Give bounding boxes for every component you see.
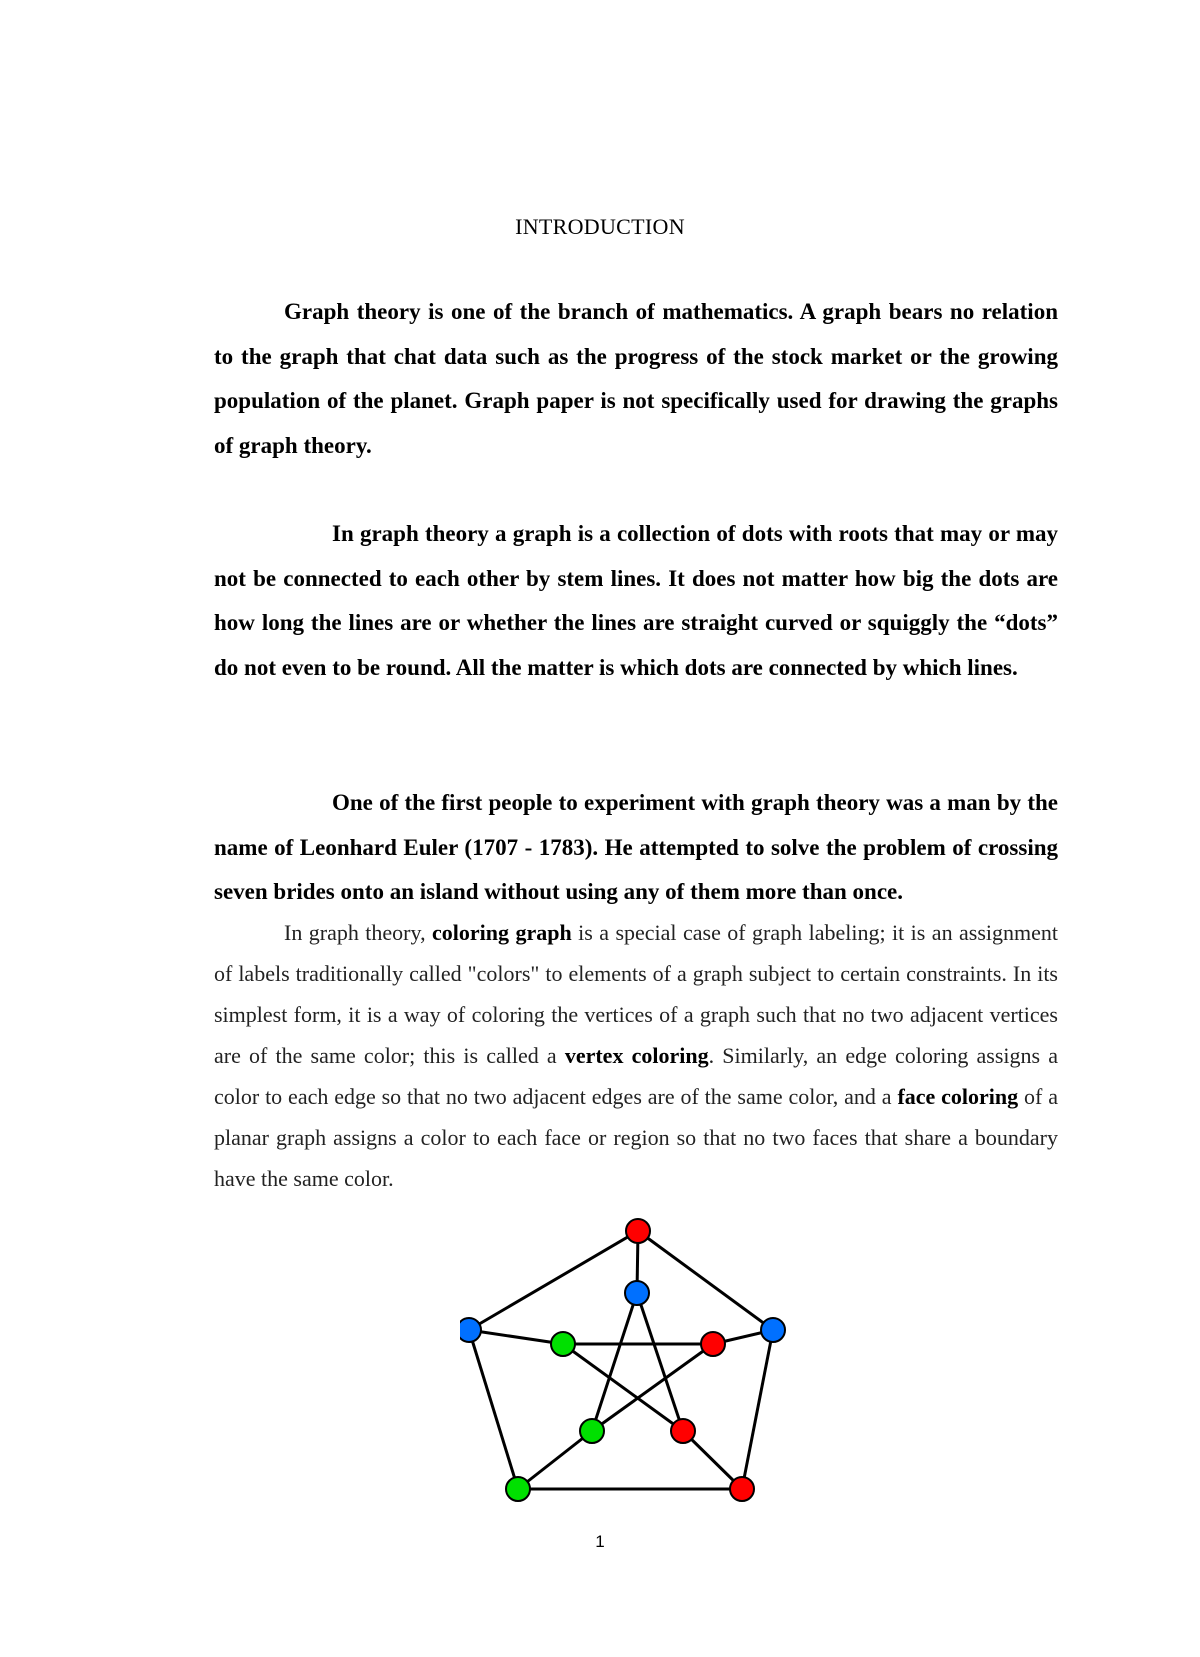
graph-edges [469, 1231, 773, 1489]
graph-edge [637, 1293, 683, 1431]
term-vertex-coloring: vertex coloring [564, 1043, 709, 1068]
graph-edge [592, 1344, 713, 1431]
page-number: 1 [595, 1532, 605, 1551]
graph-edge [742, 1330, 773, 1489]
graph-vertex-inner [580, 1419, 604, 1443]
graph-edge [518, 1431, 592, 1489]
graph-edge [469, 1330, 518, 1489]
graph-edge [469, 1231, 638, 1330]
graph-vertex-outer [761, 1318, 785, 1342]
graph-edge [469, 1330, 563, 1344]
graph-vertex-outer [730, 1477, 754, 1501]
graph-edge [638, 1231, 773, 1330]
graph-vertex-outer [506, 1477, 530, 1501]
graph-vertex-inner [671, 1419, 695, 1443]
graph-vertex-inner [551, 1332, 575, 1356]
term-coloring-graph: coloring graph [432, 920, 572, 945]
paragraph-dots-and-lines: In graph theory a graph is a collection of dots with roots that may or may not be connected to each other by stem lines. It does not matter how big the dots are how long the lines are or whether the lines are straight curved or squiggly the “dots” do not even to be round. All the matter is which dots are connected by which lines. [214, 521, 1058, 680]
paragraph-definition: Graph theory is one of the branch of mathematics. A graph bears no relation to the graph that chat data such as the progress of the stock market or the growing population of the planet. Graph paper is not specifically used for drawing the graphs of graph theory. [214, 299, 1058, 458]
graph-vertex-outer [626, 1219, 650, 1243]
paragraph-euler: One of the first people to experiment with graph theory was a man by the name of Leonhard Euler (1707 - 1783). He attempted to solve the problem of crossing seven brides onto an island without using any of them more than once. [214, 790, 1058, 904]
page-title: INTRODUCTION [515, 214, 685, 239]
text-segment: . Similarly, an edge coloring assigns a color to each edge so that no two adjacent edges are of the same color, and a [214, 1043, 1058, 1109]
graph-edge [563, 1344, 683, 1431]
graph-vertex-outer [460, 1318, 481, 1342]
paragraph-graph-coloring [214, 912, 1058, 1199]
graph-edge [592, 1293, 637, 1431]
text-segment: of a planar graph assigns a color to each face or region so that no two faces that share a boundary have the same color. [214, 1084, 1058, 1191]
text-segment: is a special case of graph labeling; it is an assignment of labels traditionally called "colors" to elements of a graph subject to certain constraints. In its simplest form, it is a way of coloring the vertices of a graph such that no two adjacent vertices are of the same color; this is called a [214, 920, 1058, 1068]
graph-vertex-inner [701, 1332, 725, 1356]
term-face-coloring: face coloring [897, 1084, 1019, 1109]
graph-vertex-inner [625, 1281, 649, 1305]
petersen-graph-coloring-figure [460, 1205, 800, 1521]
text-segment: In graph theory, [284, 920, 433, 945]
